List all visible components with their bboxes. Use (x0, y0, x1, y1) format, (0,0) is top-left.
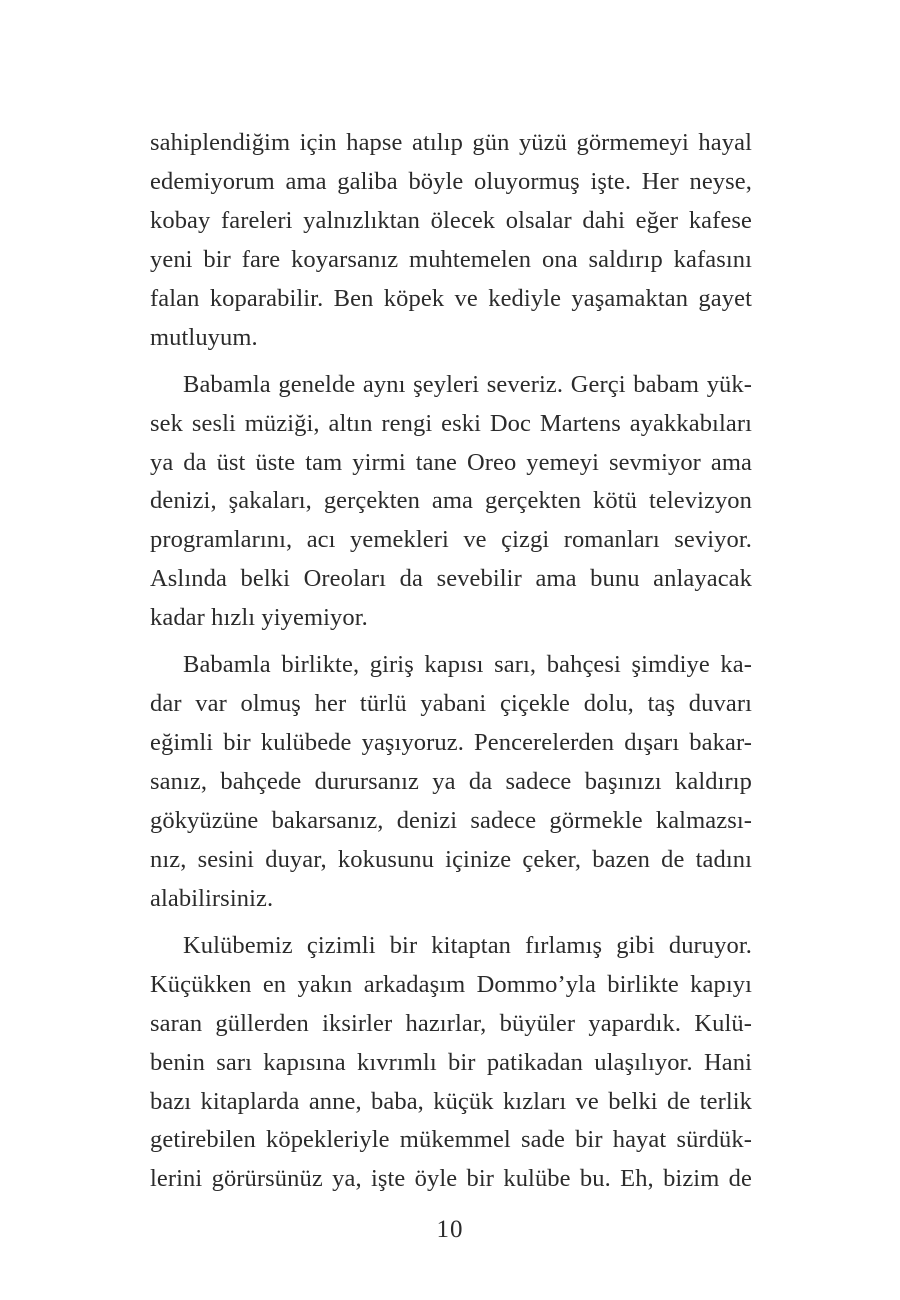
text-line: falan koparabilir. Ben köpek ve kediyle yaşamaktan gayet (150, 284, 752, 312)
text-line: mutluyum. (150, 323, 258, 351)
text-line: Kulübemiz çizimli bir kitaptan fırlamış gibi duruyor. (183, 931, 752, 959)
page-number: 10 (436, 1216, 464, 1243)
text-line: saran güllerden iksirler hazırlar, büyüler yapardık. Kulü- (150, 1009, 752, 1037)
text-line: edemiyorum ama galiba böyle oluyormuş işte. Her neyse, (150, 167, 752, 195)
text-line: gökyüzüne bakarsanız, denizi sadece görmekle kalmazsı- (150, 806, 752, 834)
text-line: lerini görürsünüz ya, işte öyle bir kulübe bu. Eh, bizim de (150, 1165, 752, 1193)
text-line: kobay fareleri yalnızlıktan ölecek olsalar dahi eğer kafese (150, 206, 752, 234)
paragraph-gap (150, 919, 752, 927)
text-line: programlarını, acı yemekleri ve çizgi romanları seviyor. (150, 526, 752, 554)
text-line: alabilirsiniz. (150, 884, 274, 912)
text-line: ya da üst üste tam yirmi tane Oreo yemeyi sevmiyor ama (150, 448, 752, 476)
text-line: yeni bir fare koyarsanız muhtemelen ona saldırıp kafasını (150, 245, 752, 273)
text-line: denizi, şakaları, gerçekten ama gerçekten kötü televizyon (150, 487, 752, 515)
text-line: Babamla genelde aynı şeyleri severiz. Gerçi babam yük- (183, 370, 752, 398)
text-line: dar var olmuş her türlü yabani çiçekle dolu, taş duvarı (150, 690, 752, 718)
text-line: Küçükken en yakın arkadaşım Dommo’yla birlikte kapıyı (150, 970, 752, 998)
text-line: eğimli bir kulübede yaşıyoruz. Pencerelerden dışarı bakar- (150, 729, 752, 757)
text-line: kadar hızlı yiyemiyor. (150, 604, 368, 632)
text-line: bazı kitaplarda anne, baba, küçük kızları ve belki de terlik (150, 1087, 752, 1115)
text-line: benin sarı kapısına kıvrımlı bir patikadan ulaşılıyor. Hani (150, 1048, 752, 1076)
text-line: sek sesli müziği, altın rengi eski Doc Martens ayakkabıları (150, 409, 752, 437)
text-line: sanız, bahçede durursanız ya da sadece başınızı kaldırıp (150, 768, 752, 795)
body-text (150, 124, 752, 1199)
text-line: sahiplendiğim için hapse atılıp gün yüzü görmemeyi hayal (150, 129, 752, 156)
paragraph-gap (150, 638, 752, 646)
text-line: Babamla birlikte, giriş kapısı sarı, bahçesi şimdiye ka- (183, 651, 752, 679)
text-line: Aslında belki Oreoları da sevebilir ama bunu anlayacak (150, 565, 752, 593)
paragraph-gap (150, 358, 752, 366)
text-line: getirebilen köpekleriyle mükemmel sade bir hayat sürdük- (150, 1126, 752, 1154)
text-line: nız, sesini duyar, kokusunu içinize çeker, bazen de tadını (150, 845, 752, 873)
